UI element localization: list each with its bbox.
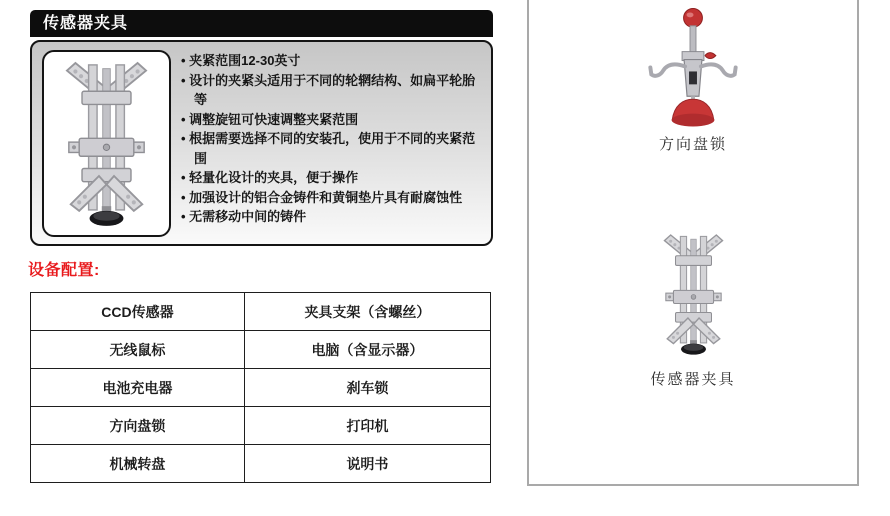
table-cell: 说明书 [244,445,490,483]
section-header [30,10,493,37]
table-row [31,407,491,445]
feature-item: • 设计的夹紧头适用于不同的轮辋结构、如扁平轮胎等 [181,71,485,110]
table-cell: 电脑（含显示器） [244,331,490,369]
table-cell: 方向盘锁 [31,407,245,445]
section-title: 传感器夹具 [43,15,129,32]
table-cell: 打印机 [244,407,490,445]
feature-item: • 轻量化设计的夹具，便于操作 [181,168,485,188]
sensor-clamp-image [50,59,163,229]
table-row [31,331,491,369]
feature-item: • 加强设计的铝合金铸件和黄铜垫片具有耐腐蚀性 [181,188,485,208]
table-row [31,293,491,331]
feature-panel [30,40,493,246]
steering-wheel-lock-figure [529,5,857,133]
steering-wheel-lock-caption: 方向盘锁 [658,136,727,153]
sensor-clamp-image [652,232,735,357]
feature-item: • 夹紧范围12-30英寸 [181,51,485,71]
table-cell: 机械转盘 [31,445,245,483]
table-cell: 无线鼠标 [31,331,245,369]
feature-item: • 根据需要选择不同的安装孔，使用于不同的夹紧范围 [181,129,485,168]
steering-wheel-lock-image [636,5,750,128]
config-table [30,292,491,483]
clamp-image-box [42,50,171,237]
feature-item: • 无需移动中间的铸件 [181,207,485,227]
table-cell: 电池充电器 [31,369,245,407]
table-cell: 刹车锁 [244,369,490,407]
sensor-clamp-figure [529,232,857,362]
table-row [31,369,491,407]
accessories-panel [527,0,859,486]
sensor-clamp-caption: 传感器夹具 [650,371,736,388]
table-row [31,445,491,483]
feature-item: • 调整旋钮可快速调整夹紧范围 [181,110,485,130]
table-cell: CCD传感器 [31,293,245,331]
config-section-title: 设备配置: [28,262,100,279]
feature-list [181,51,485,227]
table-cell: 夹具支架（含螺丝） [244,293,490,331]
